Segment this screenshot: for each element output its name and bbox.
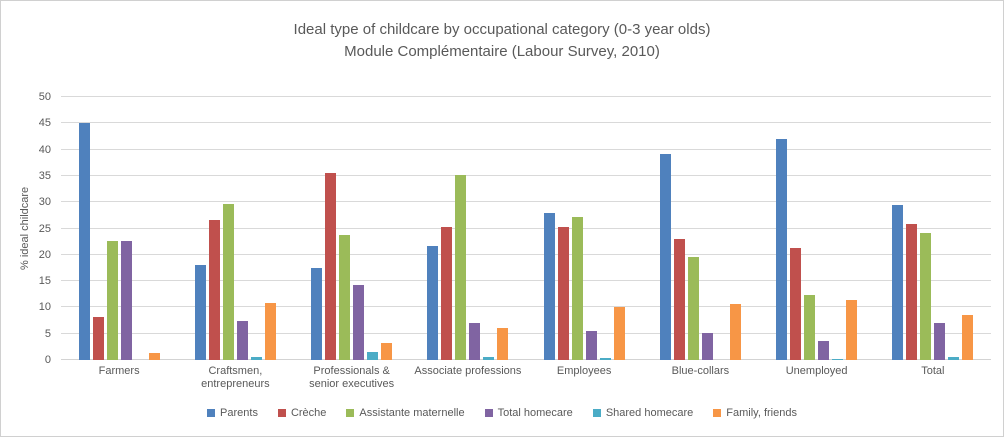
bar-cr-che <box>790 248 801 360</box>
bar-shared-homecare <box>251 357 262 360</box>
bar-parents <box>544 213 555 360</box>
legend-item-family-friends <box>713 407 797 419</box>
bar-shared-homecare <box>832 359 843 360</box>
bar-parents <box>660 154 671 360</box>
bar-assistante-maternelle <box>107 241 118 360</box>
bar-total-homecare <box>237 321 248 360</box>
bar-parents <box>195 265 206 360</box>
bar-shared-homecare <box>367 352 378 360</box>
bar-assistante-maternelle <box>572 217 583 360</box>
y-tick-label: 50 <box>38 91 51 103</box>
bar-groups <box>61 97 991 360</box>
bar-assistante-maternelle <box>455 175 466 360</box>
bar-group-farmers <box>61 97 177 360</box>
bar-assistante-maternelle <box>804 295 815 360</box>
chart-subtitle: Module Complémentaire (Labour Survey, 2010) <box>344 43 660 60</box>
y-axis-title: % ideal childcare <box>19 186 31 271</box>
bar-total-homecare <box>121 241 132 360</box>
legend-label: Family, friends <box>726 407 797 419</box>
legend-swatch-icon <box>346 409 354 417</box>
chart-title-block <box>1 19 1003 63</box>
legend <box>1 407 1003 419</box>
legend-swatch-icon <box>593 409 601 417</box>
legend-item-assistante-maternelle <box>346 407 464 419</box>
x-axis-labels <box>61 365 991 391</box>
legend-swatch-icon <box>207 409 215 417</box>
y-tick-label: 35 <box>38 169 51 182</box>
bar-group-employees <box>526 97 642 360</box>
bar-family-friends <box>497 328 508 360</box>
bar-family-friends <box>149 353 160 360</box>
legend-label: Crèche <box>290 407 327 419</box>
bar-group-blue-collars <box>642 97 758 360</box>
bar-family-friends <box>846 300 857 360</box>
x-axis-label: Blue-collars <box>671 365 730 377</box>
x-axis-label: Unemployed <box>785 365 848 377</box>
bar-total-homecare <box>934 323 945 360</box>
legend-label: Parents <box>220 407 258 419</box>
legend-label: Assistante maternelle <box>359 407 465 419</box>
bar-cr-che <box>325 173 336 360</box>
bar-shared-homecare <box>600 358 611 360</box>
y-tick-label: 40 <box>38 143 51 156</box>
x-axis-label: Professionals & senior executives <box>309 365 395 390</box>
legend-swatch-icon <box>485 409 493 417</box>
legend-swatch-icon <box>713 409 721 417</box>
y-tick-label: 15 <box>38 275 51 288</box>
bar-parents <box>892 205 903 360</box>
bar-family-friends <box>265 303 276 360</box>
bar-cr-che <box>906 224 917 360</box>
bar-parents <box>311 268 322 360</box>
legend-label: Shared homecare <box>605 407 694 419</box>
y-tick-label: 10 <box>38 301 51 314</box>
y-tick-label: 0 <box>44 354 51 366</box>
bar-group-professionals-senior-executives <box>294 97 410 360</box>
bar-group-craftsmen-entrepreneurs <box>177 97 293 360</box>
y-tick-label: 25 <box>38 222 51 235</box>
bar-cr-che <box>674 239 685 360</box>
bar-family-friends <box>381 343 392 360</box>
bar-cr-che <box>558 227 569 360</box>
bar-assistante-maternelle <box>688 257 699 360</box>
bar-assistante-maternelle <box>339 235 350 360</box>
y-tick-label: 30 <box>38 196 51 209</box>
bar-shared-homecare <box>483 357 494 360</box>
bar-group-associate-professions <box>410 97 526 360</box>
bar-parents <box>79 123 90 360</box>
legend-item-parents <box>207 407 258 419</box>
x-axis-label: Farmers <box>98 365 140 377</box>
bar-parents <box>427 246 438 360</box>
bar-total-homecare <box>586 331 597 360</box>
bar-family-friends <box>730 304 741 360</box>
bar-shared-homecare <box>948 357 959 360</box>
legend-swatch-icon <box>278 409 286 417</box>
bar-assistante-maternelle <box>920 233 931 360</box>
y-tick-label: 5 <box>44 327 51 340</box>
bar-cr-che <box>93 317 104 360</box>
bar-total-homecare <box>702 333 713 360</box>
bar-cr-che <box>209 220 220 360</box>
legend-item-cr-che <box>278 407 326 419</box>
bar-family-friends <box>962 315 973 360</box>
plot-area <box>61 97 991 360</box>
bar-cr-che <box>441 227 452 360</box>
bar-total-homecare <box>353 285 364 360</box>
bar-assistante-maternelle <box>223 204 234 360</box>
bar-parents <box>776 139 787 360</box>
y-tick-label: 20 <box>38 248 51 261</box>
legend-label: Total homecare <box>497 407 573 419</box>
bar-group-unemployed <box>759 97 875 360</box>
legend-item-shared-homecare <box>593 407 693 419</box>
x-axis-label: Total <box>921 365 945 377</box>
bar-total-homecare <box>818 341 829 360</box>
chart-title: Ideal type of childcare by occupational category (0-3 year olds) <box>293 21 711 38</box>
bar-group-total <box>875 97 991 360</box>
x-axis-label: Associate professions <box>414 365 522 377</box>
legend-item-total-homecare <box>485 407 573 419</box>
y-axis-ticks <box>27 91 57 366</box>
y-tick-label: 45 <box>38 117 51 130</box>
bar-total-homecare <box>469 323 480 360</box>
x-axis-label: Craftsmen, entrepreneurs <box>201 365 270 390</box>
x-axis-label: Employees <box>556 365 612 377</box>
bar-family-friends <box>614 307 625 360</box>
